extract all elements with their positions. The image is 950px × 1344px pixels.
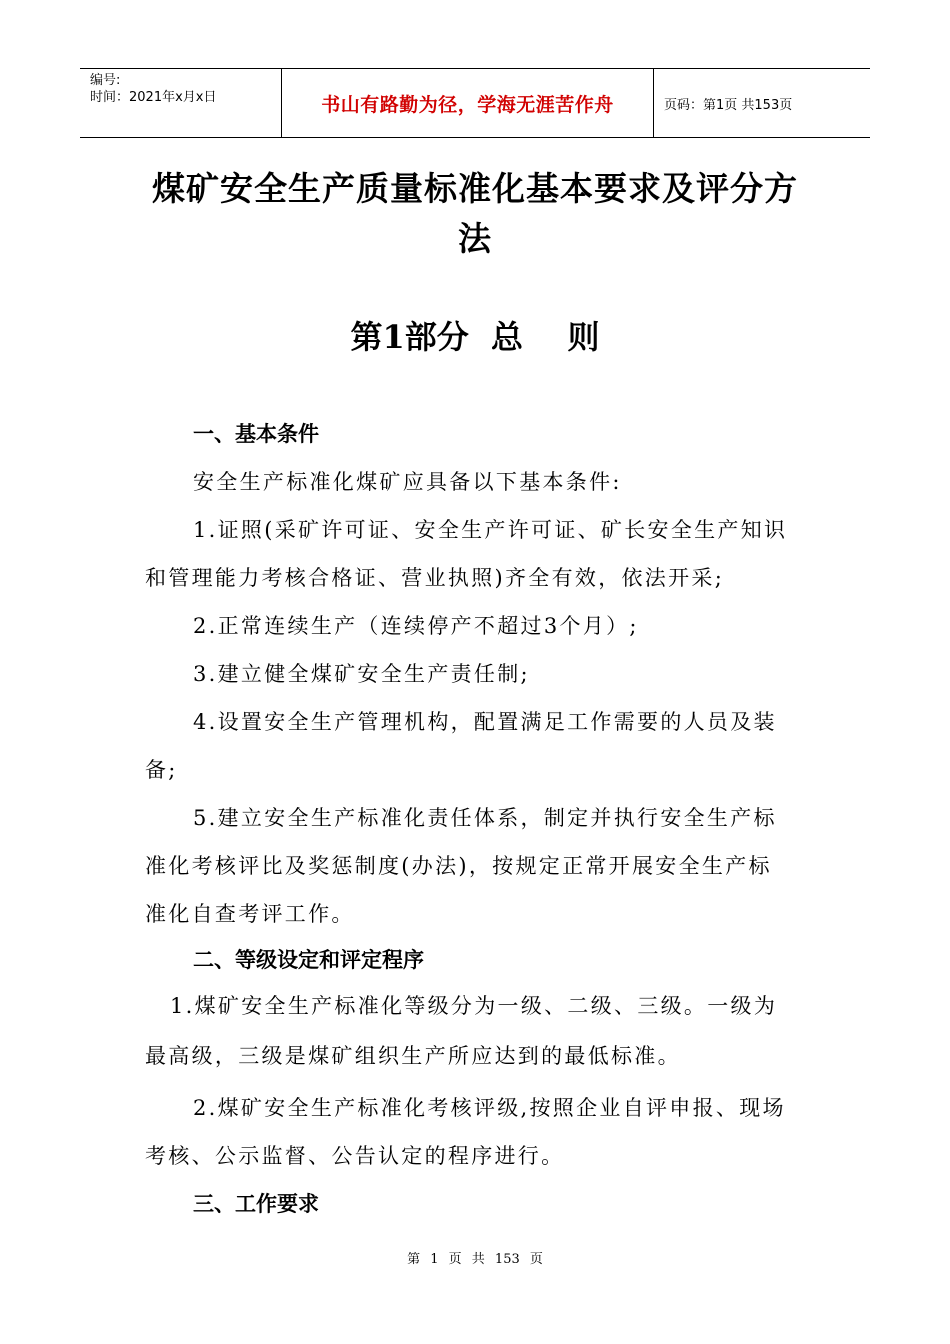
section-heading-3: 三、工作要求	[193, 1192, 319, 1216]
section-heading-2: 二、等级设定和评定程序	[193, 948, 424, 972]
paragraph-line: 2.正常连续生产（连续停产不超过3个月）;	[193, 614, 639, 638]
page-footer: 第 1 页 共 153 页	[407, 1252, 543, 1267]
header-page-info: 页码：第1页 共153页	[664, 97, 793, 113]
paragraph-line: 最高级，三级是煤矿组织生产所应达到的最低标准。	[145, 1044, 681, 1068]
page-header	[80, 68, 870, 138]
paragraph-line: 准化考核评比及奖惩制度(办法)，按规定正常开展安全生产标	[145, 854, 772, 878]
code-label: 编号:	[90, 73, 121, 88]
part-heading: 第1部分 总 则	[350, 318, 600, 356]
header-meta	[80, 69, 282, 137]
document-title-line2: 法	[458, 219, 492, 258]
paragraph-line: 考核、公示监督、公告认定的程序进行。	[145, 1144, 565, 1168]
paragraph-line: 1.煤矿安全生产标准化等级分为一级、二级、三级。一级为	[170, 994, 778, 1018]
paragraph-line: 4.设置安全生产管理机构，配置满足工作需要的人员及装	[193, 710, 777, 734]
paragraph-line: 安全生产标准化煤矿应具备以下基本条件:	[193, 470, 622, 494]
paragraph-line: 和管理能力考核合格证、营业执照)齐全有效，依法开采;	[145, 566, 725, 590]
section-heading-1: 一、基本条件	[193, 422, 319, 446]
header-motto: 书山有路勤为径，学海无涯苦作舟	[282, 69, 654, 137]
time-label: 时间：2021年x月x日	[90, 90, 217, 105]
paragraph-line: 3.建立健全煤矿安全生产责任制;	[193, 662, 530, 686]
paragraph-line: 5.建立安全生产标准化责任体系，制定并执行安全生产标	[193, 806, 777, 830]
paragraph-line: 准化自查考评工作。	[145, 902, 355, 926]
document-title-line1: 煤矿安全生产质量标准化基本要求及评分方	[152, 169, 798, 208]
paragraph-line: 1.证照(采矿许可证、安全生产许可证、矿长安全生产知识	[193, 518, 788, 542]
paragraph-line: 备;	[145, 758, 178, 782]
paragraph-line: 2.煤矿安全生产标准化考核评级,按照企业自评申报、现场	[193, 1096, 786, 1120]
